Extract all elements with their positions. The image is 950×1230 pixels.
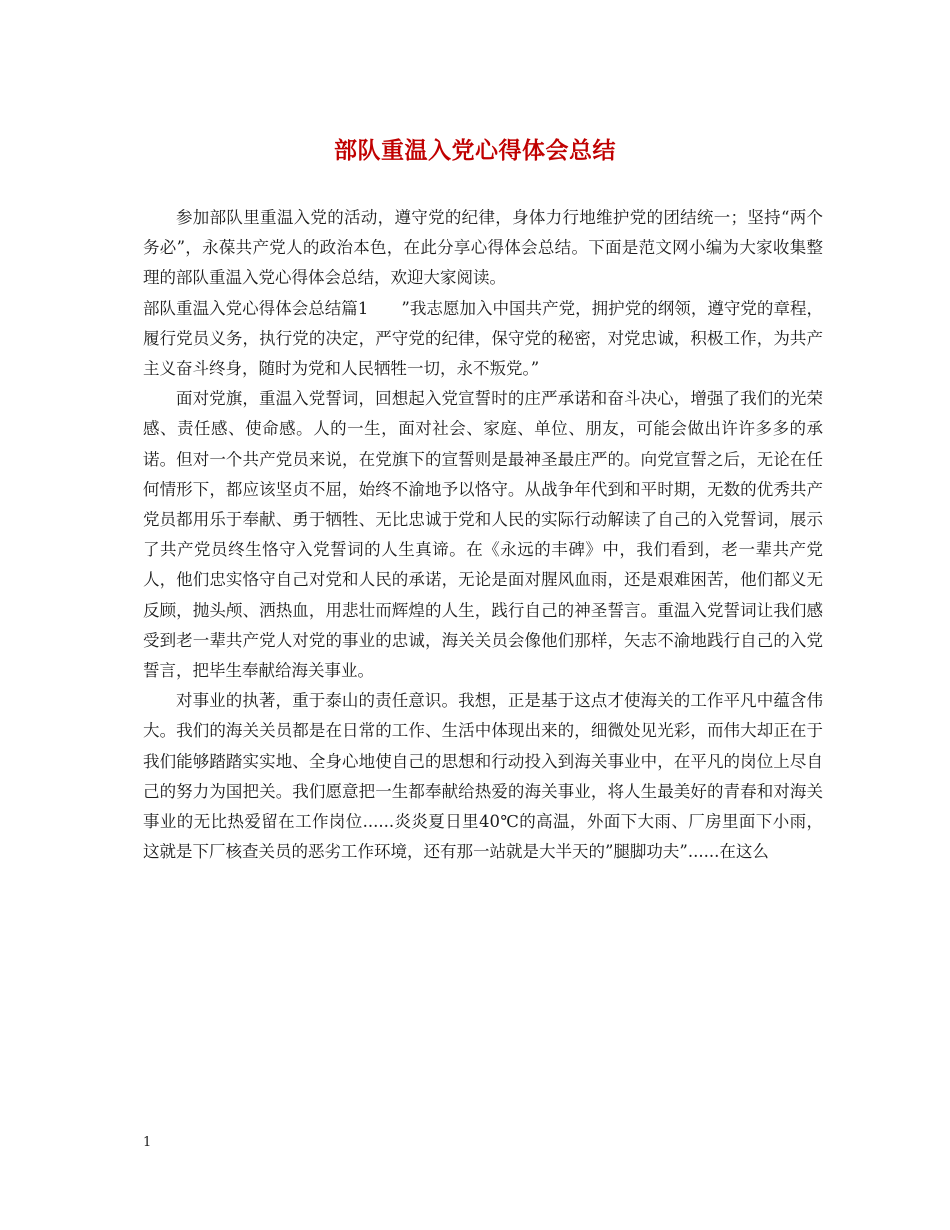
paragraph-oath: 部队重温入党心得体会总结篇1 ”我志愿加入中国共产党，拥护党的纲领，遵守党的章程，履行党员义务，执行党的决定，严守党的纪律，保守党的秘密，对党忠诚，积极工作，为共产主义奋斗终身，随时为党和人民牺牲一切，永不叛党。”	[143, 298, 823, 379]
paragraph-dedication: 对事业的执著，重于泰山的责任意识。我想，正是基于这点才使海关的工作平凡中蕴含伟大。我们的海关关员都是在日常的工作、生活中体现出来的，细微处见光彩，而伟大却正在于我们能够踏踏实实地、全身心地使自己的思想和行动投入到海关事业中，在平凡的岗位上尽自己的努力为国把关。我们愿意把一生都奉献给热爱的海关事业，将人生最美好的青春和对海关事业的无比热爱留在工作岗位......炎炎夏日里40℃的高温，外面下大雨、厂房里面下小雨，这就是下厂核查关员的恶劣工作环境，还有那一站就是大半天的”腿脚功夫”......在这么	[143, 691, 823, 862]
document-body	[143, 203, 823, 867]
paragraph-party-flag: 面对党旗，重温入党誓词，回想起入党宣誓时的庄严承诺和奋斗决心，增强了我们的光荣感、责任感、使命感。人的一生，面对社会、家庭、单位、朋友，可能会做出许许多多的承诺。但对一个共产党员来说，在党旗下的宣誓则是最神圣最庄严的。向党宣誓之后，无论在任何情形下，都应该坚贞不屈，始终不渝地予以恪守。从战争年代到和平时期，无数的优秀共产党员都用乐于奉献、勇于牺牲、无比忠诚于党和人民的实际行动解读了自己的入党誓词，展示了共产党员终生恪守入党誓词的人生真谛。在《永远的丰碑》中，我们看到，老一辈共产党人，他们忠实恪守自己对党和人民的承诺，无论是面对腥风血雨，还是艰难困苦，他们都义无反顾，抛头颅、洒热血，用悲壮而辉煌的人生，践行自己的神圣誓言。重温入党誓词让我们感受到老一辈共产党人对党的事业的忠诚，海关关员会像他们那样，矢志不渝地践行自己的入党誓言，把毕生奉献给海关事业。	[143, 389, 823, 681]
paragraph-intro: 参加部队里重温入党的活动，遵守党的纪律，身体力行地维护党的团结统一；坚持“两个务必”，永葆共产党人的政治本色，在此分享心得体会总结。下面是范文网小编为大家收集整理的部队重温入党心得体会总结，欢迎大家阅读。	[143, 208, 823, 288]
page-number: 1	[143, 1135, 152, 1150]
document-title: 部队重温入党心得体会总结	[334, 137, 616, 164]
